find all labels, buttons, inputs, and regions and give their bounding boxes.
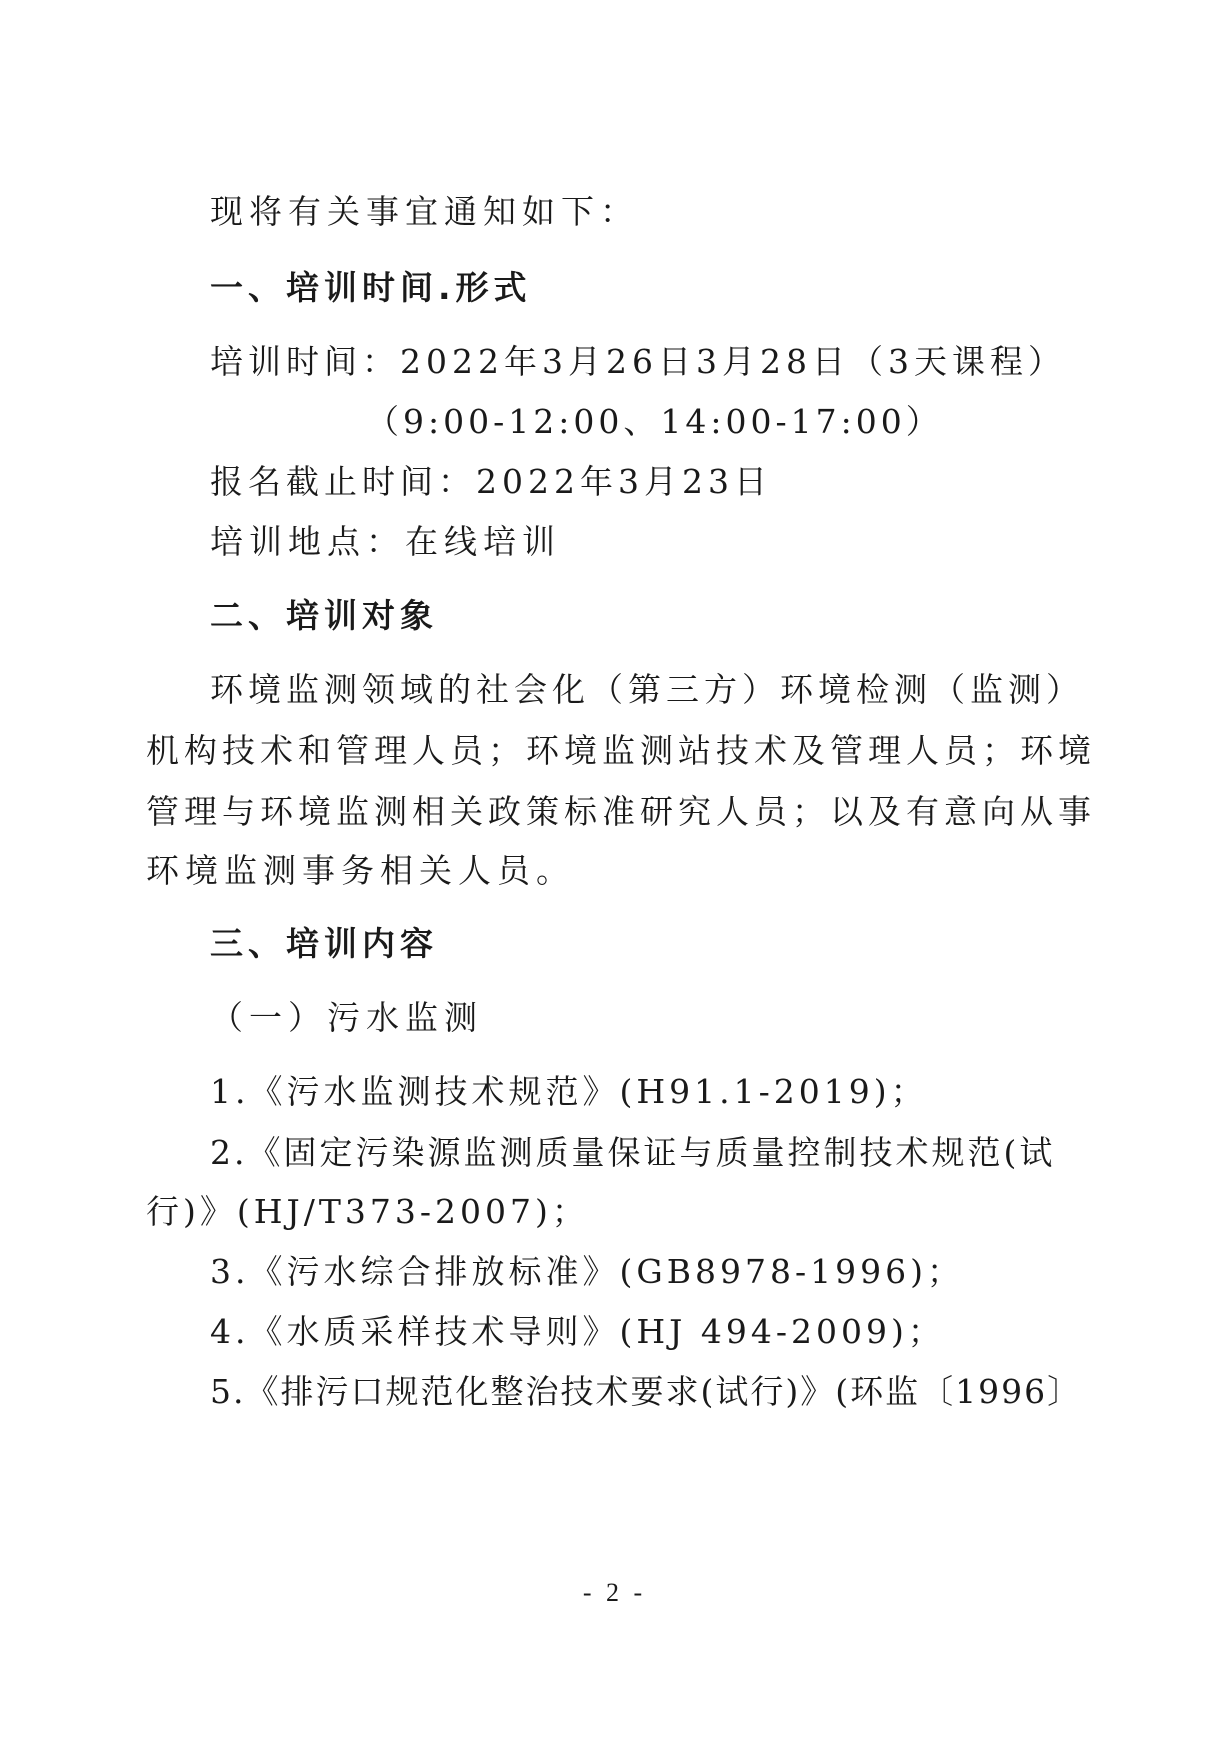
- list-item: 3.《污水综合排放标准》(GB8978-1996)；: [210, 1252, 964, 1291]
- paragraph-line: 环境监测领域的社会化（第三方）环境检测（监测）: [210, 670, 1084, 709]
- section3-heading: 三、培训内容: [210, 924, 438, 963]
- intro-text: 现将有关事宜通知如下：: [210, 192, 639, 231]
- page-number: - 2 -: [582, 1578, 647, 1607]
- list-item: 5.《排污口规范化整治技术要求(试行)》(环监〔1996〕: [210, 1372, 1083, 1411]
- registration-deadline-line: 报名截止时间：2022年3月23日: [210, 462, 772, 501]
- list-item: 4.《水质采样技术导则》(HJ 494-2009)；: [210, 1312, 945, 1351]
- paragraph-line: 环境监测事务相关人员。: [146, 851, 575, 890]
- paragraph-line: 机构技术和管理人员；环境监测站技术及管理人员；环境: [146, 731, 1096, 770]
- paragraph-line: 管理与环境监测相关政策标准研究人员；以及有意向从事: [146, 792, 1096, 831]
- training-location-line: 培训地点：在线培训: [210, 522, 561, 561]
- list-item: 行)》(HJ/T373-2007)；: [146, 1192, 589, 1231]
- section1-heading: 一、培训时间.形式: [210, 268, 532, 307]
- list-item: 1.《污水监测技术规范》(H91.1-2019)；: [210, 1072, 928, 1111]
- list-item: 2.《固定污染源监测质量保证与质量控制技术规范(试: [210, 1133, 1056, 1172]
- training-hours-line: （9:00-12:00、14:00-17:00）: [366, 402, 943, 441]
- section2-heading: 二、培训对象: [210, 596, 438, 635]
- training-time-line: 培训时间：2022年3月26日3月28日（3天课程）: [210, 342, 1066, 381]
- subsection-heading: （一）污水监测: [210, 998, 483, 1037]
